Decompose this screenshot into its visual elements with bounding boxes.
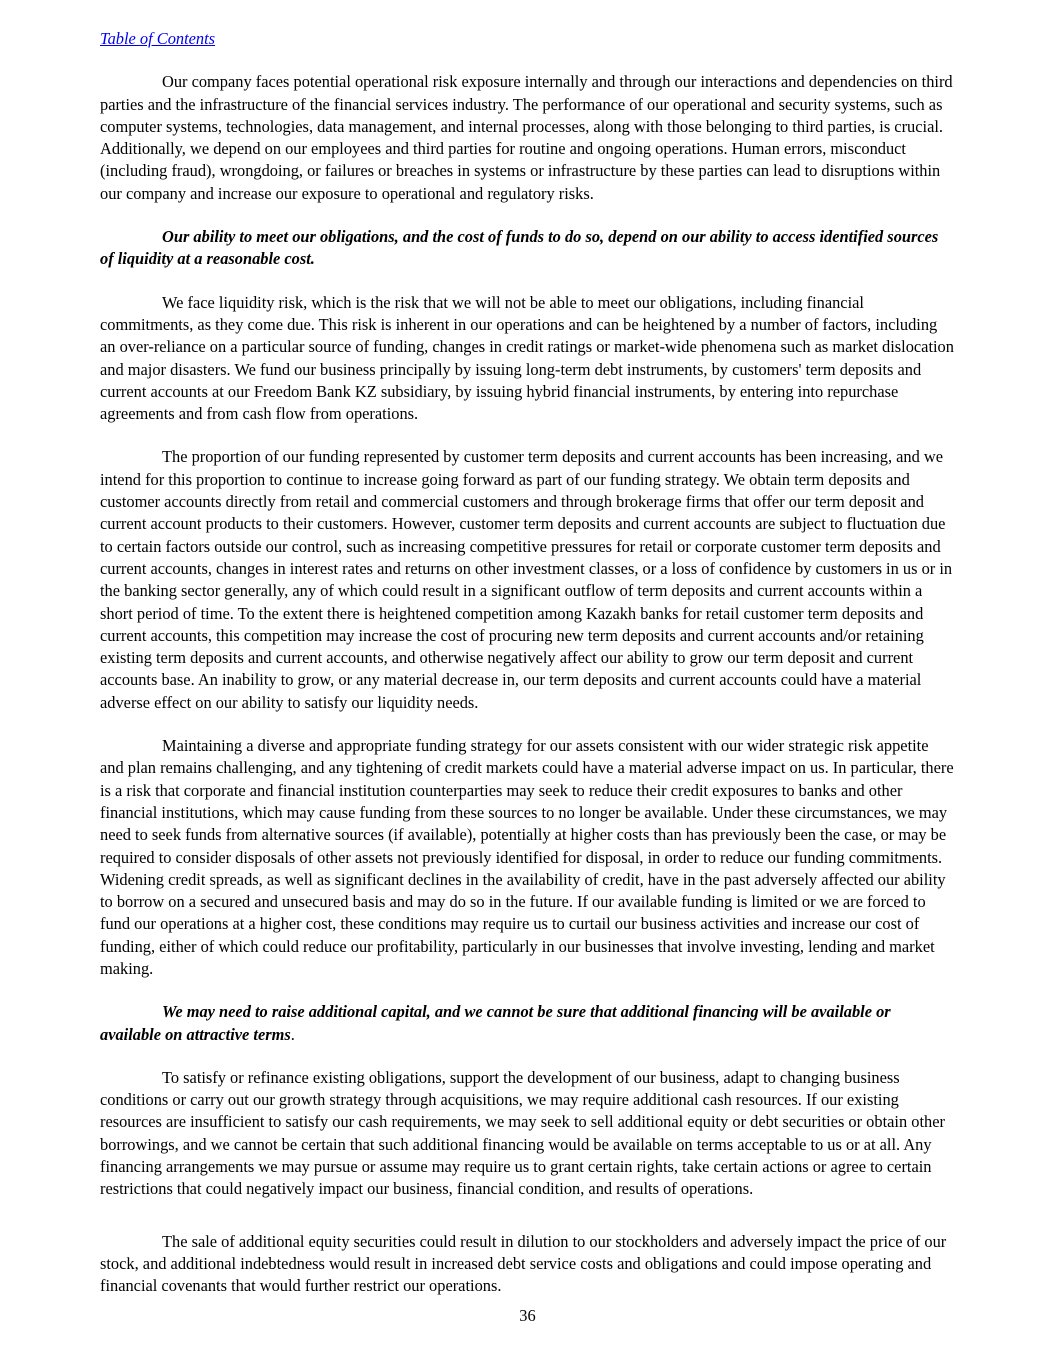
risk-factor-heading-additional-capital <box>100 1001 955 1046</box>
paragraph-operational-risk: Our company faces potential operational risk exposure internally and through our interactions and dependencies on third parties and the infrastructure of the financial services industry. The performance of our operational and security systems, such as computer systems, technologies, data management, and internal processes, along with those belonging to third parties, is crucial. Additionally, we depend on our employees and third parties for routine and ongoing operations. Human errors, misconduct (including fraud), wrongdoing, or failures or breaches in systems or infrastructure by these parties can lead to disruptions within our company and increase our exposure to operational and regulatory risks. <box>100 72 953 203</box>
paragraph-funding-strategy: Maintaining a diverse and appropriate funding strategy for our assets consistent with our wider strategic risk appetite and plan remains challenging, and any tightening of credit markets could have a material adverse impact on us. In particular, there is a risk that corporate and financial institution counterparties may seek to reduce their credit exposures to banks and other financial institutions, which may cause funding from these sources to no longer be available. Under these circumstances, we may need to seek funds from alternative sources (if available), potentially at higher costs than has previously been the case, or may be required to consider disposals of other assets not previously identified for disposal, in order to reduce our funding commitments. Widening credit spreads, as well as significant declines in the availability of credit, have in the past adversely affected our ability to borrow on a secured and unsecured basis and may do so in the future. If our available funding is limited or we are forced to fund our operations at a higher cost, these conditions may require us to curtail our business activities and increase our cost of funding, either of which could reduce our profitability, particularly in our businesses that involve investing, lending and market making. <box>100 736 954 978</box>
heading-text: We may need to raise additional capital, and we cannot be sure that additional financing will be available or available on attractive terms <box>100 1002 891 1044</box>
heading-period: . <box>290 1024 295 1044</box>
risk-factor-heading-liquidity: Our ability to meet our obligations, and the cost of funds to do so, depend on our ability to access identified sources of liquidity at a reasonable cost. <box>100 227 939 269</box>
paragraph-funding-proportion: The proportion of our funding represented by customer term deposits and current accounts has been increasing, and we intend for this proportion to continue to increase going forward as part of our funding strategy. We obtain term deposits and customer accounts directly from retail and commercial customers and through brokerage firms that offer our term deposit and current account products to their customers. However, customer term deposits and current accounts are subject to fluctuation due to certain factors outside our control, such as increasing competitive pressures for retail or corporate customer term deposits and current accounts, changes in interest rates and returns on other investment classes, or a loss of confidence by customers in us or in the banking sector generally, any of which could result in a significant outflow of term deposits and current accounts within a short period of time. To the extent there is heightened competition among Kazakh banks for retail customer term deposits and current accounts, this competition may increase the cost of procuring new term deposits and current accounts and/or retaining existing term deposits and current accounts, and otherwise negatively affect our ability to grow our term deposit and current accounts base. An inability to grow, or any material decrease in, our term deposits and current accounts could have a material adverse effect on our ability to satisfy our liquidity needs. <box>100 447 953 712</box>
table-of-contents-link[interactable]: Table of Contents <box>100 29 216 48</box>
document-body <box>100 71 955 1297</box>
paragraph-refinance-obligations: To satisfy or refinance existing obligations, support the development of our business, adapt to changing business conditions or carry out our growth strategy through acquisitions, we may require additional cash resources. If our existing resources are insufficient to satisfy our cash requirements, we may seek to sell additional equity or debt securities or obtain other borrowings, and we cannot be certain that such additional financing would be available on terms acceptable to us or at all. Any financing arrangements we may pursue or assume may require us to grant certain rights, take certain actions or agree to certain restrictions that could negatively impact our business, financial condition, and results of operations. <box>100 1067 945 1199</box>
paragraph-liquidity-risk: We face liquidity risk, which is the risk that we will not be able to meet our obligations, including financial commitments, as they come due. This risk is inherent in our operations and can be heightened by a number of factors, including an over-reliance on a particular source of funding, changes in credit ratings or market-wide phenomena such as market dislocation and major disasters. We fund our business principally by issuing long-term debt instruments, by customers' term deposits and current accounts at our Freedom Bank KZ subsidiary, by issuing hybrid financial instruments, by entering into repurchase agreements and from cash flow from operations. <box>100 292 954 424</box>
page-number: 36 <box>519 1306 536 1325</box>
paragraph-equity-dilution: The sale of additional equity securities could result in dilution to our stockholders and adversely impact the price of our stock, and additional indebtedness would result in increased debt service costs and obligations and could impose operating and financial covenants that would further restrict our operations. <box>100 1231 947 1296</box>
